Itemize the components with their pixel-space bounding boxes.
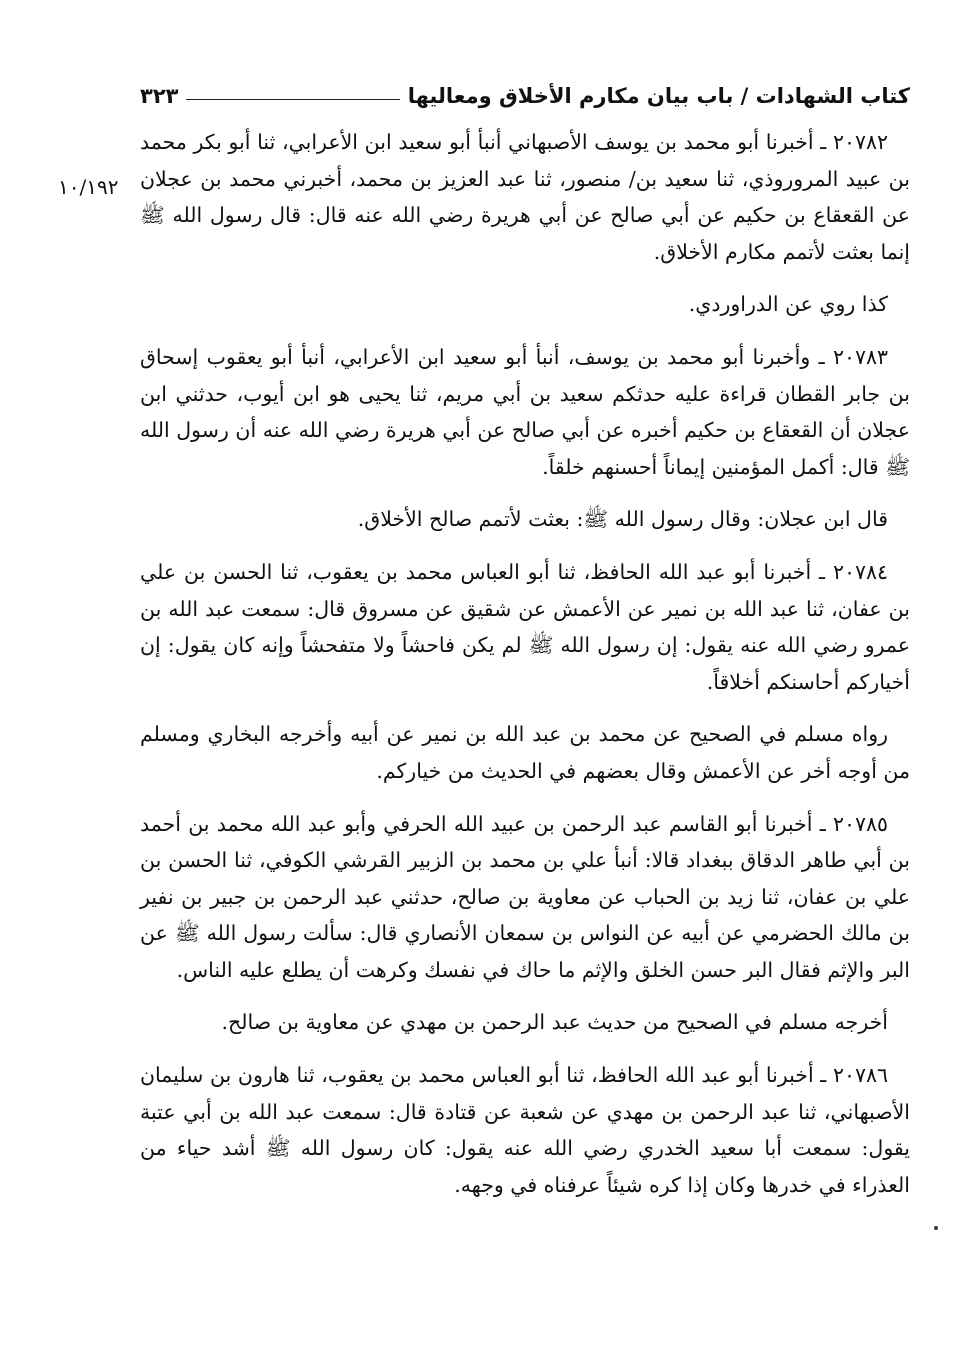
- page-number: ٣٢٣: [140, 84, 179, 108]
- header-title: كتاب الشهادات / باب بيان مكارم الأخلاق ومعاليها: [407, 84, 910, 108]
- paragraph-note-1: كذا روي عن الدراوردي.: [688, 292, 888, 317]
- paragraph-hadith-20785: ٢٠٧٨٥ ـ أخبرنا أبو القاسم عبد الرحمن بن عبيد الله الحرفي وأبو عبد الله محمد بن أحمد بن أبي طاهر الدقاق ببغداد قالا: أنبأ علي بن محمد بن الزبير القرشي الكوفي، ثنا الحسن بن علي بن عفان، ثنا زيد بن الحباب عن معاوية بن صالح، حدثني عبد الرحمن بن جبير بن نفير بن مالك الحضرمي عن أبيه عن النواس بن سمعان الأنصاري قال: سألت رسول الله ﷺ عن البر والإثم فقال البر حسن الخلق والإثم ما حاك في نفسك وكرهت أن يطلع عليه الناس.: [140, 811, 910, 982]
- paragraph-hadith-20784: ٢٠٧٨٤ ـ أخبرنا أبو عبد الله الحافظ، ثنا أبو العباس محمد بن يعقوب، ثنا الحسن بن علي بن عفان، ثنا عبد الله بن نمير عن الأعمش عن شقيق عن مسروق قال: سمعت عبد الله بن عمرو رضي الله عنه يقول: إن رسول الله ﷺ لم يكن فاحشاً ولا متفحشاً وإنه كان يقول: إن أخياركم أحاسنكم أخلاقاً.: [140, 559, 910, 694]
- paragraph-hadith-20782: ٢٠٧٨٢ ـ أخبرنا أبو محمد بن يوسف الأصبهاني أنبأ أبو سعيد ابن الأعرابي، ثنا أبو بكر محمد بن عبيد المروروذي، ثنا سعيد بن/ منصور، ثنا عبد العزيز بن محمد، أخبرني محمد بن عجلان عن القعقاع بن حكيم عن أبي صالح عن أبي هريرة رضي الله عنه قال: قال رسول الله ﷺ إنما بعثت لأتمم مكارم الأخلاق.: [140, 130, 910, 264]
- paragraph-hadith-20786: ٢٠٧٨٦ ـ أخبرنا أبو عبد الله الحافظ، ثنا أبو العباس محمد بن يعقوب، ثنا هارون بن سليمان الأصبهاني، ثنا عبد الرحمن بن مهدي عن شعبة عن قتادة قال: سمعت عبد الله بن أبي عتبة يقول: سمعت أبا سعيد الخدري رضي الله عنه يقول: كان رسول الله ﷺ أشد حياء من العذراء في خدرها وكان إذا كره شيئاً عرفناه في وجهه.: [140, 1063, 910, 1197]
- header-rule: [186, 99, 399, 100]
- paragraph-note-4: أخرجه مسلم في الصحيح من حديث عبد الرحمن بن مهدي عن معاوية بن صالح.: [221, 1010, 888, 1035]
- scan-dot: [934, 1226, 938, 1230]
- running-header: [140, 70, 910, 110]
- margin-folio-note: ١٠/١٩٢: [58, 175, 119, 199]
- body-text: [140, 124, 910, 1219]
- paragraph-hadith-20783: ٢٠٧٨٣ ـ وأخبرنا أبو محمد بن يوسف، أنبأ أبو سعيد ابن الأعرابي، أنبأ أبو يعقوب إسحاق بن جابر القطان قراءة عليه حدثكم سعيد بن أبي مريم، ثنا يحيى هو ابن أيوب، حدثني ابن عجلان أن القعقاع بن حكيم أخبره عن أبي صالح عن أبي هريرة رضي الله عنه أن رسول الله ﷺ قال: أكمل المؤمنين إيماناً أحسنهم خلقاً.: [140, 344, 910, 479]
- paragraph-note-2: قال ابن عجلان: وقال رسول الله ﷺ: بعثت لأتمم صالح الأخلاق.: [357, 507, 888, 532]
- paragraph-note-3: رواه مسلم في الصحيح عن محمد بن عبد الله بن نمير عن أبيه وأخرجه البخاري ومسلم من أوجه أخر عن الأعمش وقال بعضهم في الحديث من خياركم.: [140, 722, 910, 783]
